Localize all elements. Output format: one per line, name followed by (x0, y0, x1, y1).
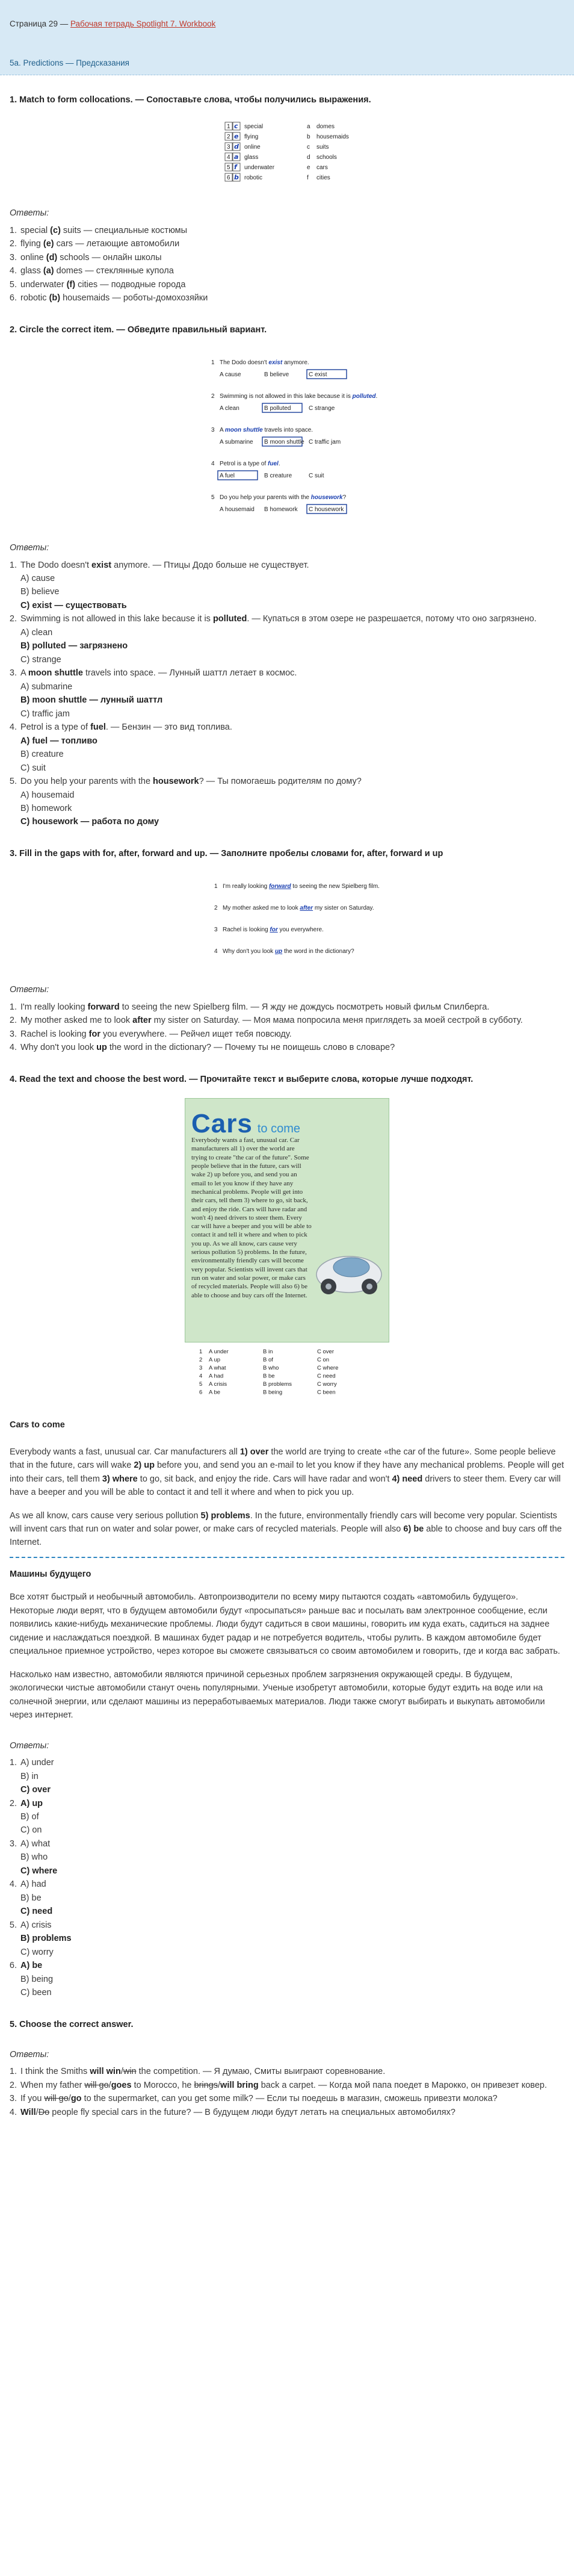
answer-item (19, 237, 564, 250)
option-number: 1 (199, 1349, 203, 1356)
option-text: 1. A) under (20, 1758, 54, 1768)
answer-item (19, 264, 564, 278)
right-letter: c (307, 144, 310, 151)
cars-heading-big: Cars (191, 1109, 253, 1139)
ex4-title: 4. Read the text and choose the best word. — Прочитайте текст и выберите слова, которые лучше подходят. (10, 1074, 474, 1084)
option-text: 5. A) crisis (20, 1920, 52, 1930)
answer-item (19, 1028, 564, 1041)
answer-text: you everywhere. — Рейчел ищет тебя повсюду. (100, 1029, 292, 1039)
answer-item (19, 2079, 564, 2092)
option-a: A crisis (209, 1381, 227, 1388)
option-c: C worry (317, 1381, 337, 1388)
item-number: 2 (227, 134, 230, 141)
correct-option: B) problems (20, 1934, 72, 1944)
right-letter: f (307, 175, 309, 182)
correct-choice: will bring (220, 2080, 259, 2090)
question-text: Petrol is a type of (20, 722, 91, 733)
answer-key: for (88, 1029, 100, 1039)
correct-option: 2. A) up (20, 1798, 43, 1808)
cars-heading-small: to come (257, 1122, 301, 1136)
answer-text: the competition. — Я думаю, Смиты выиграют соревнование. (136, 2067, 386, 2077)
struck-choice: will go (84, 2080, 109, 2090)
right-word: suits (316, 144, 329, 151)
question-key: housework (153, 777, 199, 787)
ex4-ru-paragraph-1: Все хотят быстрый и необычный автомобиль. Автопроизводители по всему миру пытаются создать «автомобиль будущего». Некоторые люди верят, что в будущем автомобили будут «просыпаться» раньше вас и посылать вам электронное сообщение, если появились какие-нибудь механические проблемы. Люди будут садиться в свои машины, говорить им куда ехать, садиться на заднее сидение и наслаждаться поездкой. В машинах будет радар и не потребуется водитель, чтобы рулить. В каждом автомобиле будет специальное приемное устройство, через которое вы сможете связываться со своим автомобилем и говорить, где и когда вас забрать. (10, 1592, 560, 1657)
correct-choice: will win (90, 2067, 121, 2077)
option: A fuel (220, 473, 235, 480)
gap-answer: 2) up (134, 1460, 155, 1471)
ex4-options (185, 1346, 389, 1401)
ex4-figure (185, 1098, 389, 1401)
divider (10, 1557, 564, 1558)
answer-text: cars — летающие автомобили (54, 239, 180, 249)
ex4-en-paragraph-2 (10, 1509, 564, 1550)
gap-answer: 4) need (392, 1474, 423, 1484)
cars-heading (191, 1103, 383, 1139)
answer-text: to seeing the new Spielberg film. — Я жду не дождусь посмотреть новый фильм Спилберга. (119, 1002, 490, 1012)
ex3-answers (10, 1001, 564, 1055)
struck-choice: will go (44, 2094, 69, 2104)
answer-item (19, 1878, 564, 1918)
handwritten-answer: polluted (352, 393, 376, 400)
answer-text: back a carpet. — Когда мой папа поедет в Марокко, он привезет ковер. (258, 2080, 547, 2090)
item-number: 1 (214, 883, 218, 890)
ex4-ru-paragraph-2: Насколько нам известно, автомобили являются причиной серьезных проблем загрязнения окружающей среды. В будущем, экологически чистые автомобили станут очень популярными. Ученые изобретут автомобили, которые будут ездить на воде или на солнечной энергии, или сделают машины из переработываемых материалов. Люди также смогут выбирать и выкупать автомобили через интернет. (10, 1669, 545, 1721)
page-header (0, 0, 574, 75)
ex5-answers-label: Ответы: (10, 2050, 49, 2059)
item-number: 3 (227, 144, 230, 151)
ex4-en-paragraph-1 (10, 1445, 564, 1500)
answer-item (19, 721, 564, 775)
answer-item (19, 612, 564, 666)
item-number: 4 (211, 461, 215, 468)
handwritten-letter: e (234, 132, 239, 141)
option-b: B of (263, 1356, 273, 1364)
item-number: 3 (214, 926, 218, 934)
answer-item (19, 1756, 564, 1796)
ex1-answers (10, 224, 564, 305)
answer-item (19, 291, 564, 305)
cars-panel (185, 1098, 389, 1342)
option-text: B) of (20, 1811, 39, 1822)
ex4-text-title: Cars to come (10, 1420, 65, 1430)
correct-choice: Will (20, 2107, 36, 2117)
answer-key: up (96, 1043, 107, 1053)
left-word: glass (244, 154, 259, 161)
answer-text: robotic (20, 293, 49, 303)
question-text: travels into space. — Лунный шаттл летает в космос. (82, 668, 297, 678)
paragraph-text: Everybody wants a fast, unusual car. Car manufacturers all (10, 1447, 240, 1457)
item-number: 1 (227, 123, 230, 131)
right-word: housemaids (316, 134, 349, 141)
option-c: C been (317, 1389, 336, 1396)
item-sentence: Petrol is a type of fuel. (220, 461, 280, 468)
option-text: B) who (20, 1852, 48, 1863)
answer-text: / (218, 2080, 221, 2090)
ex2-title: 2. Circle the correct item. — Обведите правильный вариант. (10, 324, 267, 335)
option-b: B problems (263, 1381, 292, 1388)
ex3-figure (212, 872, 380, 966)
answer-item (19, 1014, 564, 1027)
option: B polluted (264, 405, 291, 412)
answer-item (19, 278, 564, 291)
item-number: 5 (227, 164, 230, 172)
left-word: underwater (244, 164, 275, 172)
option: B homework (264, 506, 298, 514)
correct-choice: goes (111, 2080, 132, 2090)
option-text: B) be (20, 1893, 42, 1903)
paragraph-text: . In the future, environmentally friendly cars will become very popular. Scientists will invent cars that run on water and solar power, or make cars of recycled materials. People will also (10, 1510, 557, 1534)
answer-text: the word in the dictionary? — Почему ты не поищешь слово в словаре? (106, 1043, 395, 1053)
answer-text: suits — специальные костюмы (60, 225, 188, 235)
correct-option: A) fuel — топливо (20, 736, 97, 746)
option-b: B being (263, 1389, 283, 1396)
answer-text: If you (20, 2094, 45, 2104)
question-key: fuel (90, 722, 106, 733)
right-word: schools (316, 154, 337, 161)
answer-text: / (108, 2080, 111, 2090)
option-text: B) believe (20, 587, 60, 597)
answer-key: (f) (66, 279, 76, 290)
option-text: B) being (20, 1974, 54, 1984)
answer-text: My mother asked me to look (20, 1016, 133, 1026)
item-sentence: I'm really looking forward to seeing the new Spielberg film. (223, 883, 380, 890)
answer-text: my sister on Saturday. — Моя мама попросила меня приглядеть за моей сестрой в субботу. (151, 1016, 523, 1026)
answer-item (19, 251, 564, 264)
option-text: A) clean (20, 627, 53, 638)
option-number: 4 (199, 1373, 203, 1380)
struck-choice: Do (38, 2107, 50, 2117)
item-number: 3 (211, 427, 215, 434)
handwritten-answer: after (300, 905, 313, 912)
option-b: B who (263, 1365, 279, 1372)
item-sentence: A moon shuttle travels into space. (220, 427, 313, 434)
answer-text: flying (20, 239, 43, 249)
right-word: cars (316, 164, 328, 172)
answer-item (19, 2065, 564, 2078)
option-text: C) strange (20, 654, 61, 665)
option-a: A under (209, 1349, 229, 1356)
answer-item (19, 666, 564, 721)
question-text: . — Бензин — это вид топлива. (105, 722, 232, 733)
answer-key: (e) (43, 239, 54, 249)
handwritten-letter: b (234, 173, 239, 182)
option: A clean (220, 405, 239, 412)
paragraph-text: the world are trying to create «the car of the future». Some people believe that in the future, cars will wake (10, 1447, 556, 1471)
option-a: A be (209, 1389, 221, 1396)
option-text: C) been (20, 1988, 52, 1998)
correct-option: C) need (20, 1907, 53, 1917)
correct-option: C) exist — существовать (20, 600, 127, 610)
page-prefix: Страница 29 — (10, 19, 70, 28)
gap-answer: 1) over (239, 1447, 269, 1457)
question-key: moon shuttle (28, 668, 83, 678)
question-text: Swimming is not allowed in this lake because it is (20, 614, 213, 624)
item-number: 1 (211, 359, 215, 367)
answer-text: / (120, 2067, 123, 2077)
option-text: 3. A) what (20, 1839, 51, 1849)
item-number: 2 (214, 905, 218, 912)
answer-item (19, 2092, 564, 2105)
ex2-figure (209, 349, 378, 524)
option-text: 4. A) had (20, 1879, 46, 1890)
option-a: A up (209, 1356, 221, 1364)
option: B creature (264, 473, 292, 480)
main-content (0, 93, 574, 2120)
question-text: A (20, 668, 28, 678)
option: A housemaid (220, 506, 255, 514)
ex3-answers-label: Ответы: (10, 985, 49, 995)
item-sentence: The Dodo doesn't exist anymore. (220, 359, 309, 367)
handwritten-answer: forward (268, 883, 291, 890)
item-sentence: Swimming is not allowed in this lake because it is polluted. (220, 393, 378, 400)
option-text: C) traffic jam (20, 709, 70, 719)
handwritten-answer: for (270, 926, 278, 934)
answer-item (19, 224, 564, 237)
option: C traffic jam (309, 439, 341, 446)
ex1-answers-label: Ответы: (10, 208, 49, 219)
ex4-ru-title: Машины будущего (10, 1569, 91, 1579)
option-number: 5 (199, 1381, 203, 1388)
item-sentence: Why don't you look up the word in the dictionary? (223, 948, 354, 955)
option-c: C on (317, 1356, 330, 1364)
answer-text: online (20, 252, 46, 262)
option-text: A) housemaid (20, 790, 75, 800)
option-b: B be (263, 1373, 275, 1380)
answer-text: people fly special cars in the future? — В будущем люди будут летать на специальных автомобилях? (49, 2107, 455, 2117)
section-title: 5a. Predictions — Предсказания (10, 58, 129, 67)
item-number: 6 (227, 175, 230, 182)
left-word: robotic (244, 175, 263, 182)
right-letter: a (307, 123, 310, 131)
ex2-answers (10, 559, 564, 829)
answer-text: / (35, 2107, 39, 2117)
answer-text: to the supermarket, can you get some milk? — Если ты поедешь в магазин, сможешь привезти молока? (81, 2094, 498, 2104)
right-letter: b (307, 134, 310, 141)
correct-choice: go (70, 2094, 82, 2104)
right-word: domes (316, 123, 335, 131)
option-text: A) submarine (20, 681, 73, 692)
handwritten-answer: housework (310, 494, 343, 501)
option: C suit (309, 473, 324, 480)
option-number: 3 (199, 1365, 203, 1372)
option: A cause (220, 371, 241, 379)
right-letter: e (307, 164, 310, 172)
answer-text: housemaids — роботы-домохозяйки (60, 293, 208, 303)
correct-option: 6. A) be (20, 1961, 43, 1971)
left-word: flying (244, 134, 259, 141)
handwritten-letter: f (234, 163, 237, 172)
answer-item (19, 775, 564, 829)
correct-option: B) moon shuttle — лунный шаттл (20, 695, 163, 706)
answer-text: Why don't you look (20, 1043, 97, 1053)
item-number: 4 (214, 948, 218, 955)
item-number: 5 (211, 494, 215, 501)
right-word: cities (316, 175, 330, 182)
struck-choice: win (123, 2067, 137, 2077)
right-letter: d (307, 154, 310, 161)
ex1-title: 1. Match to form collocations. — Сопоставьте слова, чтобы получились выражения. (10, 95, 371, 105)
workbook-link[interactable]: Рабочая тетрадь Spotlight 7. Workbook (70, 19, 216, 28)
breadcrumb (10, 18, 564, 31)
answer-text: to Morocco, he (131, 2080, 194, 2090)
answer-item (19, 1959, 564, 1999)
ex2-answers-label: Ответы: (10, 543, 49, 553)
ex1-figure (224, 121, 350, 190)
handwritten-answer: up (274, 948, 283, 955)
ex3-title: 3. Fill in the gaps with for, after, forward and up. — Заполните пробелы словами for, after, forward и up (10, 848, 443, 858)
option-text: C) suit (20, 763, 46, 773)
answer-item (19, 1041, 564, 1054)
car-illustration (312, 1237, 384, 1303)
cars-body: Everybody wants a fast, unusual car. Car manufacturers all 1) over the world are trying to create "the car of the future". Some people believe that in the future, cars will wake 2) up before you, and send you an email to let you know if they have any mechanical problems. People will get into their cars, tell them 3) where to go, sit back, and enjoy the ride. Cars will have radar and won't 4) need drivers to steer them. Every car will have a beeper and you will be able to contact it and tell it where and when to pick you up. As we all know, cars cause very serious pollution 5) problems. In the future, environmentally friendly cars will become very popular. Scientists will invent cars that run on water and solar power, or make cars of recycled materials. People will also 6) be able to choose and buy cars off the Internet. (191, 1137, 312, 1299)
answer-text: When my father (20, 2080, 85, 2090)
handwritten-letter: c (234, 122, 238, 131)
ex5-title: 5. Choose the correct answer. (10, 2019, 134, 2029)
option-text: A) cause (20, 574, 55, 583)
gap-answer: 6) be (403, 1524, 424, 1534)
struck-choice: brings (194, 2080, 218, 2090)
answer-key: forward (87, 1002, 120, 1012)
paragraph-text: to go, sit back, and enjoy the ride. Cars will have radar and won't (137, 1474, 392, 1484)
option-number: 2 (199, 1356, 203, 1364)
ex5-answers (10, 2065, 564, 2119)
option: C strange (309, 405, 335, 412)
option: C housework (309, 506, 344, 514)
answer-text: glass (20, 266, 43, 276)
answer-text: Rachel is looking (20, 1029, 89, 1039)
answer-text: special (20, 225, 51, 235)
answer-key: (c) (50, 225, 61, 235)
paragraph-text: As we all know, cars cause very serious pollution (10, 1510, 201, 1521)
correct-option: C) where (20, 1866, 58, 1876)
question-text: ? — Ты помогаешь родителям по дому? (199, 777, 362, 787)
item-sentence: Do you help your parents with the housework? (220, 494, 347, 501)
ex4-answers-label: Ответы: (10, 1740, 49, 1751)
correct-option: C) housework — работа по дому (20, 817, 159, 827)
answer-text: cities — подводные города (75, 279, 186, 290)
handwritten-answer: exist (268, 359, 283, 367)
answer-item (19, 1001, 564, 1014)
answer-key: (a) (43, 266, 54, 276)
correct-option: B) polluted — загрязнено (20, 641, 128, 651)
option-text: C) worry (20, 1947, 54, 1957)
item-sentence: Rachel is looking for you everywhere. (223, 926, 324, 934)
option-c: C need (317, 1373, 336, 1380)
cars-body-text (191, 1136, 312, 1300)
answer-item (19, 1919, 564, 1959)
handwritten-letter: a (234, 153, 239, 161)
option-c: C where (317, 1365, 339, 1372)
answer-text: I'm really looking (20, 1002, 88, 1012)
option: B moon shuttle (264, 439, 304, 446)
item-number: 4 (227, 154, 230, 161)
paragraph-text: before you, and send you an e-mail to let you know if they have any mechanical problems. People will get into their cars, tell them (10, 1460, 564, 1484)
gap-answer: 3) where (102, 1474, 138, 1484)
left-word: special (244, 123, 264, 131)
option-text: C) on (20, 1825, 42, 1836)
option-a: A what (209, 1365, 226, 1372)
answer-item (19, 1837, 564, 1878)
answer-text: schools — онлайн школы (57, 252, 162, 262)
question-key: polluted (212, 614, 247, 624)
gap-answer: 5) problems (200, 1510, 250, 1521)
option-a: A had (209, 1373, 224, 1380)
correct-option: C) over (20, 1785, 51, 1795)
answer-text: domes — стеклянные купола (54, 266, 174, 276)
answer-item (19, 2106, 564, 2119)
question-text: anymore. — Птицы Додо больше не существует. (111, 560, 309, 570)
answer-text: underwater (20, 279, 67, 290)
option-text: B) homework (20, 803, 72, 813)
answer-key: (b) (49, 293, 61, 303)
answer-item (19, 1797, 564, 1837)
question-text: The Dodo doesn't (20, 560, 92, 570)
option: B believe (264, 371, 289, 379)
option-number: 6 (199, 1389, 203, 1396)
question-text: Do you help your parents with the (20, 777, 153, 787)
option-c: C over (317, 1349, 334, 1356)
answer-text: / (68, 2094, 71, 2104)
answer-key: (d) (46, 252, 58, 262)
option: A submarine (220, 439, 253, 446)
handwritten-answer: fuel (268, 461, 279, 468)
question-key: exist (91, 560, 112, 570)
paragraph-text: able to choose and buy cars off the Internet. (10, 1524, 562, 1548)
paragraph-text: drivers to steer them. Every car will have a beeper and you will be able to contact it and tell it where and when to pick you up. (10, 1474, 561, 1498)
answer-text: I think the Smiths (20, 2067, 90, 2077)
handwritten-letter: d (234, 143, 239, 151)
question-text: . — Купаться в этом озере не разрешается, потому что оно загрязнено. (247, 614, 537, 624)
ex4-answers (10, 1756, 564, 1999)
option-text: B) creature (20, 750, 64, 760)
answer-item (19, 559, 564, 613)
left-word: online (244, 144, 261, 151)
option: C exist (309, 371, 327, 379)
option-text: B) in (20, 1771, 39, 1781)
item-number: 2 (211, 393, 215, 400)
handwritten-answer: moon shuttle (224, 427, 263, 434)
option-b: B in (263, 1349, 273, 1356)
item-sentence: My mother asked me to look after my sister on Saturday. (223, 905, 374, 912)
answer-key: after (132, 1016, 152, 1026)
